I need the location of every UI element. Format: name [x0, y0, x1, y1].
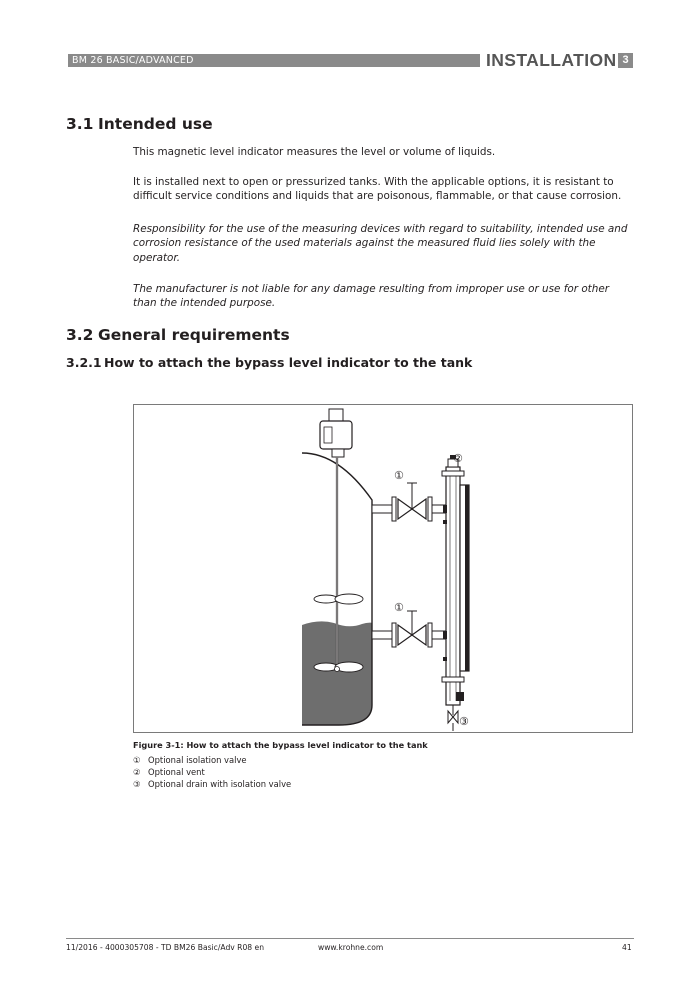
- bypass-installation-drawing: [134, 405, 632, 732]
- agitator-impeller-lower: [314, 662, 363, 672]
- footer-document-id: 11/2016 - 4000305708 - TD BM26 Basic/Adv R08 en: [66, 943, 265, 952]
- heading-3-2: [66, 325, 290, 345]
- callout-2: ②: [453, 452, 463, 465]
- heading-3-1: [66, 114, 213, 134]
- lower-isolation-valve: [372, 611, 446, 647]
- legend-text: Optional drain with isolation valve: [148, 779, 292, 789]
- figure-legend: [133, 754, 291, 790]
- heading-3-2-1: [66, 355, 472, 371]
- paragraph-italic: Responsibility for the use of the measuring devices with regard to suitability, intended use and corrosion resistance of the used materials against the measured fluid lies solely with the operator.: [133, 223, 628, 264]
- figure-frame: [133, 404, 633, 733]
- heading-number: 3.1: [66, 115, 94, 133]
- legend-marker: ③: [133, 779, 141, 789]
- legend-marker: ①: [133, 755, 141, 765]
- heading-number: 3.2.1: [66, 355, 102, 370]
- callout-1-upper: ①: [394, 469, 404, 482]
- page-number: 41: [622, 943, 632, 952]
- legend-text: Optional isolation valve: [148, 755, 247, 765]
- upper-isolation-valve: [372, 483, 446, 521]
- chapter-number-badge: 3: [618, 53, 633, 68]
- paragraph: It is installed next to open or pressurized tanks. With the applicable options, it is resistant to difficult service conditions and liquids that are poisonous, flammable, or that cause corrosion.: [133, 176, 622, 203]
- figure-caption-label: Figure 3-1:: [133, 740, 184, 750]
- callout-1-lower: ①: [394, 601, 404, 614]
- heading-text: How to attach the bypass level indicator to the tank: [104, 355, 473, 370]
- agitator-motor: [320, 409, 352, 457]
- legend-item: [133, 754, 291, 766]
- footer-divider: [66, 938, 634, 939]
- heading-text: General requirements: [98, 326, 290, 344]
- legend-text: Optional vent: [148, 767, 205, 777]
- section-title: INSTALLATION: [486, 50, 617, 70]
- legend-item: [133, 778, 291, 790]
- agitator-impeller-upper: [314, 594, 363, 604]
- legend-marker: ②: [133, 767, 141, 777]
- heading-number: 3.2: [66, 326, 94, 344]
- level-indicator-rail: [460, 485, 469, 671]
- paragraph-italic: The manufacturer is not liable for any damage resulting from improper use or use for other than the intended purpose.: [133, 283, 610, 310]
- legend-item: [133, 766, 291, 778]
- callout-3: ③: [459, 715, 469, 728]
- document-label: BM 26 BASIC/ADVANCED: [72, 55, 194, 66]
- figure-caption: [133, 740, 428, 751]
- footer-website-link[interactable]: www.krohne.com: [318, 943, 384, 952]
- figure-caption-text: How to attach the bypass level indicator to the tank: [183, 740, 428, 750]
- heading-text: Intended use: [98, 115, 213, 133]
- paragraph: This magnetic level indicator measures the level or volume of liquids.: [133, 146, 496, 158]
